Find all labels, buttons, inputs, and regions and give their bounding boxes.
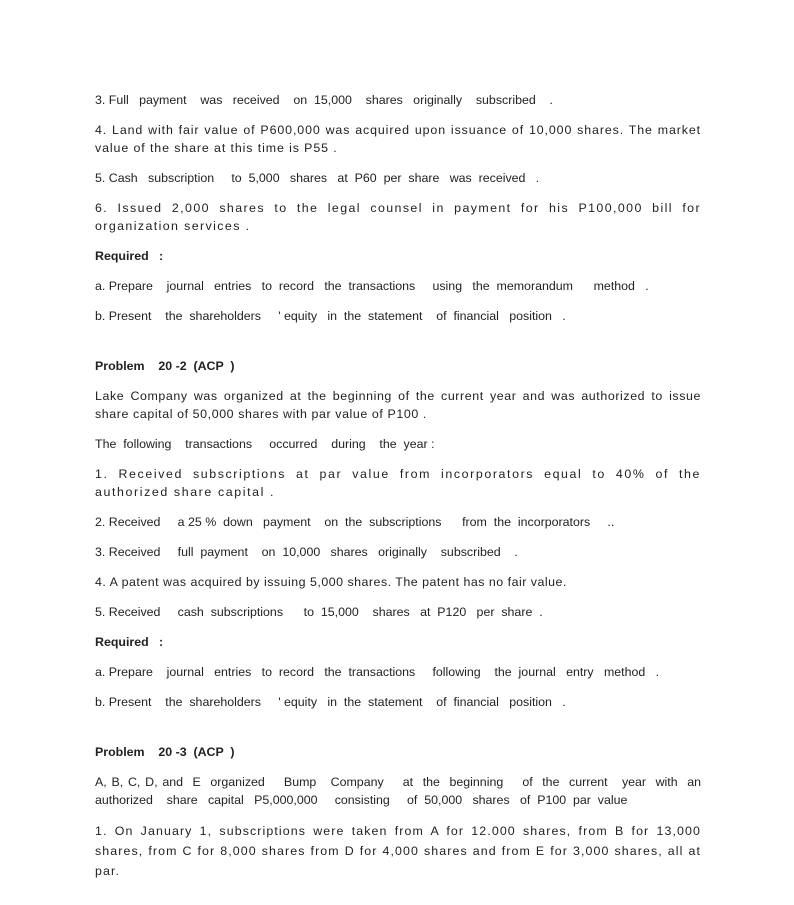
- problem-20-2-item-5: 5. Received cash subscriptions to 15,000 shares at P120 per share .: [95, 605, 543, 619]
- problem-20-3-title: Problem 20 -3 (ACP ): [95, 745, 235, 759]
- problem-20-2-title: Problem 20 -2 (ACP ): [95, 359, 235, 373]
- problem-20-2-item-4: 4. A patent was acquired by issuing 5,000 shares. The patent has no fair value.: [95, 575, 567, 589]
- problem-20-1-item-3: 3. Full payment was received on 15,000 shares originally subscribed .: [95, 93, 553, 107]
- problem-20-2-lead: The following transactions occurred during the year :: [95, 437, 435, 451]
- problem-20-2-intro: Lake Company was organized at the beginning of the current year and was authorized to issue share capital of 50,000 shares with par value of P100 .: [95, 389, 701, 421]
- problem-20-1-required-label: Required :: [95, 249, 164, 263]
- document-body: [95, 91, 705, 893]
- problem-20-1-item-4: 4. Land with fair value of P600,000 was acquired upon issuance of 10,000 shares. The market value of the share at this time is P55 .: [95, 123, 701, 155]
- problem-20-2-required-label: Required :: [95, 635, 164, 649]
- problem-20-1-required-b: b. Present the shareholders ' equity in the statement of financial position .: [95, 309, 566, 323]
- problem-20-1-required-a: a. Prepare journal entries to record the transactions using the memorandum method .: [95, 279, 649, 293]
- problem-20-2-item-1: 1. Received subscriptions at par value from incorporators equal to 40% of the authorized share capital .: [95, 467, 701, 499]
- problem-20-1-item-6: 6. Issued 2,000 shares to the legal counsel in payment for his P100,000 bill for organization services .: [95, 201, 701, 233]
- problem-20-3-item-1: 1. On January 1, subscriptions were taken from A for 12.000 shares, from B for 13,000 shares, from C for 8,000 shares from D for 4,000 shares and from E for 3,000 shares, all at par.: [95, 824, 701, 878]
- problem-20-2-required-a: a. Prepare journal entries to record the transactions following the journal entry method .: [95, 665, 660, 679]
- problem-20-2-item-3: 3. Received full payment on 10,000 shares originally subscribed .: [95, 545, 518, 559]
- problem-20-2-item-2: 2. Received a 25 % down payment on the subscriptions from the incorporators ..: [95, 515, 615, 529]
- problem-20-2-required-b: b. Present the shareholders ' equity in the statement of financial position .: [95, 695, 566, 709]
- problem-20-3-intro: A, B, C, D, and E organized Bump Company at the beginning of the current year with an authorized share capital P5,000,000 consisting of 50,000 shares of P100 par value: [95, 775, 705, 807]
- problem-20-1-item-5: 5. Cash subscription to 5,000 shares at P60 per share was received .: [95, 171, 540, 185]
